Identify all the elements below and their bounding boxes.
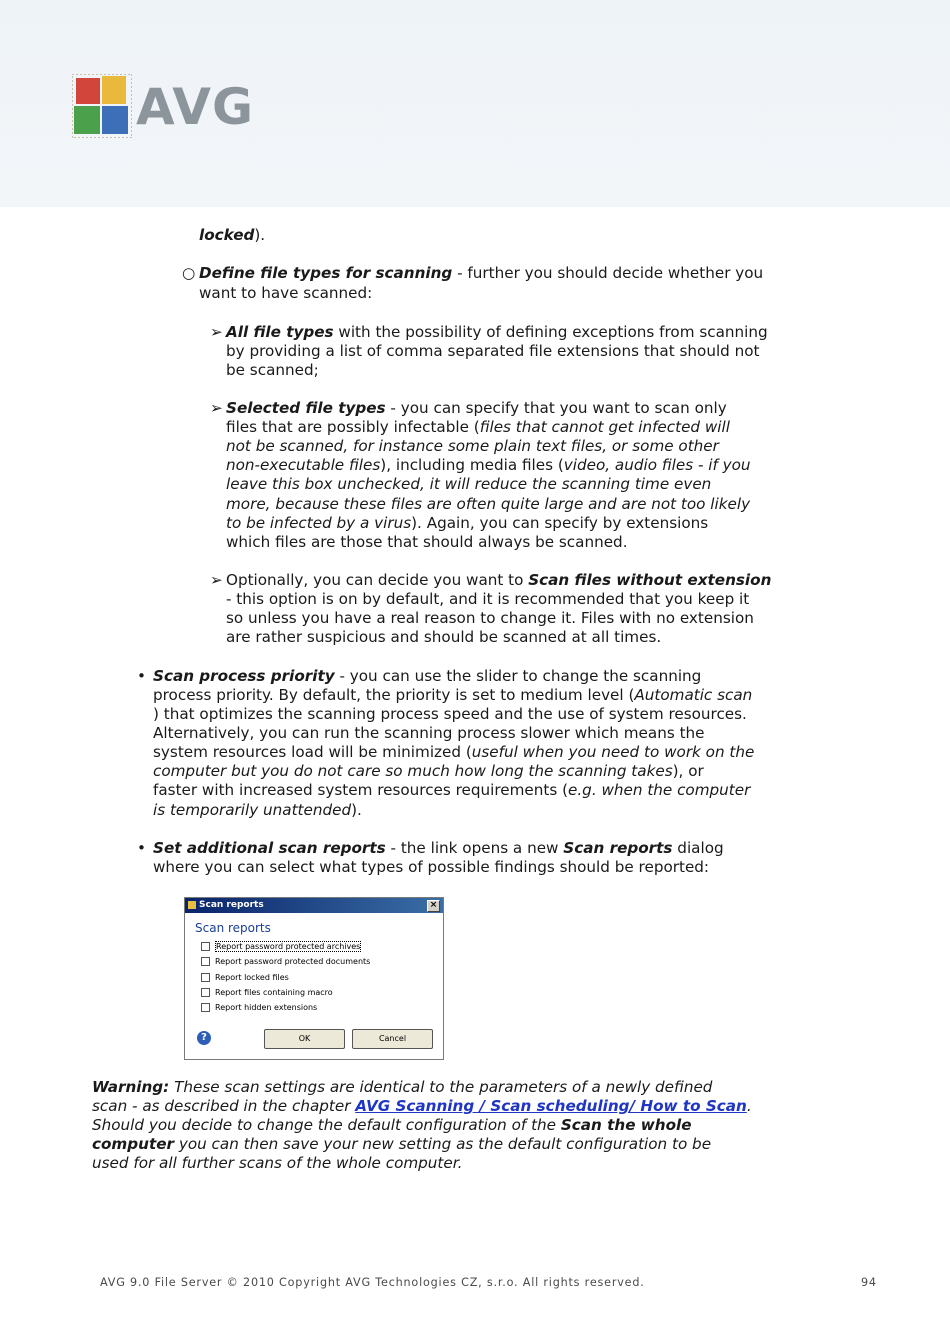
option-label: Report password protected archives bbox=[216, 942, 361, 951]
arrow-bullet-icon: ➢ bbox=[210, 323, 223, 341]
list-item-line bbox=[153, 686, 752, 705]
option-report-macro-files[interactable] bbox=[201, 988, 333, 997]
arrow-bullet-icon: ➢ bbox=[210, 571, 223, 589]
list-item-line bbox=[153, 762, 704, 781]
dialog-title: Scan reports bbox=[199, 900, 264, 910]
app-icon bbox=[188, 901, 196, 909]
dialog-title-bar bbox=[185, 898, 443, 913]
option-label: Report hidden extensions bbox=[215, 1003, 318, 1012]
list-item-line: - this option is on by default, and it is recommended that you keep it bbox=[226, 590, 750, 608]
option-report-password-archives[interactable] bbox=[201, 942, 361, 951]
text-span: . bbox=[746, 1097, 752, 1115]
chapter-link[interactable]: AVG Scanning / Scan scheduling/ How to Scan bbox=[355, 1097, 747, 1115]
text-span: These scan settings are identical to the parameters of a newly defined bbox=[169, 1078, 713, 1096]
warning-line bbox=[92, 1135, 711, 1154]
logo-wordmark: AVG bbox=[136, 78, 255, 136]
ok-button[interactable]: OK bbox=[264, 1029, 345, 1049]
checkbox[interactable] bbox=[201, 957, 210, 966]
text-span: Selected file types bbox=[226, 399, 386, 417]
list-item-line bbox=[153, 801, 362, 820]
list-item-line bbox=[153, 839, 724, 858]
paragraph-continuation bbox=[199, 226, 265, 245]
list-item-line: not be scanned, for instance some plain text files, or some other bbox=[226, 437, 719, 455]
text-span: files that cannot get infected will bbox=[479, 418, 730, 436]
list-item-line: Alternatively, you can run the scanning process slower which means the bbox=[153, 724, 705, 742]
text-span: faster with increased system resources requirements ( bbox=[153, 781, 569, 799]
text-span: Scan files without extension bbox=[528, 571, 772, 589]
close-icon[interactable]: × bbox=[427, 900, 440, 912]
text-span: Scan reports bbox=[563, 839, 673, 857]
text-span: Scan the whole bbox=[560, 1116, 692, 1134]
dialog-heading: Scan reports bbox=[195, 921, 271, 935]
list-item-line: be scanned; bbox=[226, 361, 319, 379]
text-span: video, audio files - if you bbox=[563, 456, 751, 474]
option-label: Report locked files bbox=[215, 973, 289, 982]
checkbox[interactable] bbox=[201, 973, 210, 982]
list-item-line bbox=[226, 571, 771, 590]
round-bullet-icon: • bbox=[137, 667, 146, 685]
text-span: ), including media files ( bbox=[380, 456, 564, 474]
text-span: non-executable files bbox=[226, 456, 381, 474]
list-item-line bbox=[153, 743, 754, 762]
avg-logo-icon bbox=[72, 74, 132, 138]
text-span: ). bbox=[351, 801, 362, 819]
checkbox[interactable] bbox=[201, 942, 210, 951]
list-item-line bbox=[226, 418, 730, 437]
text-span: useful when you need to work on the bbox=[471, 743, 755, 761]
scan-reports-dialog-screenshot bbox=[184, 897, 444, 1060]
text-span: files that are possibly infectable ( bbox=[226, 418, 480, 436]
option-report-password-documents[interactable] bbox=[201, 957, 370, 966]
list-item-line bbox=[226, 399, 727, 418]
text-span: Scan process priority bbox=[153, 667, 335, 685]
option-label: Report password protected documents bbox=[215, 957, 371, 966]
text-span: ). Again, you can specify by extensions bbox=[411, 514, 709, 532]
list-item-line: where you can select what types of possible findings should be reported: bbox=[153, 858, 710, 876]
circle-bullet-icon: ○ bbox=[182, 264, 196, 282]
option-report-hidden-extensions[interactable] bbox=[201, 1003, 317, 1012]
warning-line bbox=[92, 1116, 692, 1135]
text-span: - further you should decide whether you bbox=[452, 264, 764, 282]
arrow-bullet-icon: ➢ bbox=[210, 399, 223, 417]
text-span: dialog bbox=[672, 839, 724, 857]
round-bullet-icon: • bbox=[137, 839, 146, 857]
text-span: e.g. when the computer bbox=[568, 781, 751, 799]
list-item-line bbox=[153, 781, 750, 800]
text-span: locked bbox=[199, 226, 255, 244]
text-span: ). bbox=[254, 226, 266, 244]
list-item-line: want to have scanned: bbox=[199, 284, 373, 302]
text-span: - you can use the slider to change the scanning bbox=[334, 667, 702, 685]
list-item-line: so unless you have a real reason to change it. Files with no extension bbox=[226, 609, 754, 627]
option-label: Report files containing macro bbox=[215, 988, 333, 997]
text-span: ), or bbox=[672, 762, 704, 780]
page-number: 94 bbox=[861, 1276, 877, 1289]
list-item-line bbox=[226, 456, 751, 475]
text-span: Define file types for scanning bbox=[199, 264, 453, 282]
list-item-line bbox=[153, 667, 701, 686]
list-item-line: ) that optimizes the scanning process speed and the use of system resources. bbox=[153, 705, 747, 723]
text-span: computer but you do not care so much how long the scanning takes bbox=[153, 762, 673, 780]
text-span: - you can specify that you want to scan only bbox=[385, 399, 727, 417]
list-item-line bbox=[226, 514, 708, 533]
text-span: scan - as described in the chapter bbox=[92, 1097, 356, 1115]
text-span: Warning: bbox=[92, 1078, 170, 1096]
avg-logo bbox=[72, 74, 255, 140]
option-report-locked-files[interactable] bbox=[201, 973, 289, 982]
text-span: Should you decide to change the default configuration of the bbox=[92, 1116, 561, 1134]
footer-copyright: AVG 9.0 File Server © 2010 Copyright AVG Technologies CZ, s.r.o. All rights reserved. bbox=[100, 1276, 645, 1289]
text-span: - the link opens a new bbox=[385, 839, 564, 857]
text-span: computer bbox=[92, 1135, 174, 1153]
cancel-button[interactable]: Cancel bbox=[352, 1029, 433, 1049]
list-item-line bbox=[199, 264, 763, 283]
text-span: with the possibility of defining exceptions from scanning bbox=[333, 323, 768, 341]
text-span: is temporarily unattended bbox=[153, 801, 352, 819]
checkbox[interactable] bbox=[201, 1003, 210, 1012]
list-item-line: which files are those that should always be scanned. bbox=[226, 533, 628, 551]
text-span: system resources load will be minimized ( bbox=[153, 743, 472, 761]
text-span: Optionally, you can decide you want to bbox=[226, 571, 529, 589]
text-span: All file types bbox=[226, 323, 334, 341]
list-item-line: are rather suspicious and should be scanned at all times. bbox=[226, 628, 662, 646]
help-icon[interactable]: ? bbox=[197, 1031, 211, 1045]
list-item-line: by providing a list of comma separated file extensions that should not bbox=[226, 342, 760, 360]
warning-line: used for all further scans of the whole computer. bbox=[92, 1154, 463, 1172]
text-span: Set additional scan reports bbox=[153, 839, 386, 857]
text-span: you can then save your new setting as the default configuration to be bbox=[174, 1135, 712, 1153]
text-span: process priority. By default, the priority is set to medium level ( bbox=[153, 686, 635, 704]
text-span: to be infected by a virus bbox=[226, 514, 412, 532]
text-span: Automatic scan bbox=[634, 686, 753, 704]
list-item-line bbox=[226, 323, 768, 342]
warning-line bbox=[92, 1097, 752, 1116]
list-item-line: leave this box unchecked, it will reduce the scanning time even bbox=[226, 475, 712, 493]
warning-line bbox=[92, 1078, 712, 1097]
checkbox[interactable] bbox=[201, 988, 210, 997]
list-item-line: more, because these files are often quite large and are not too likely bbox=[226, 495, 751, 513]
